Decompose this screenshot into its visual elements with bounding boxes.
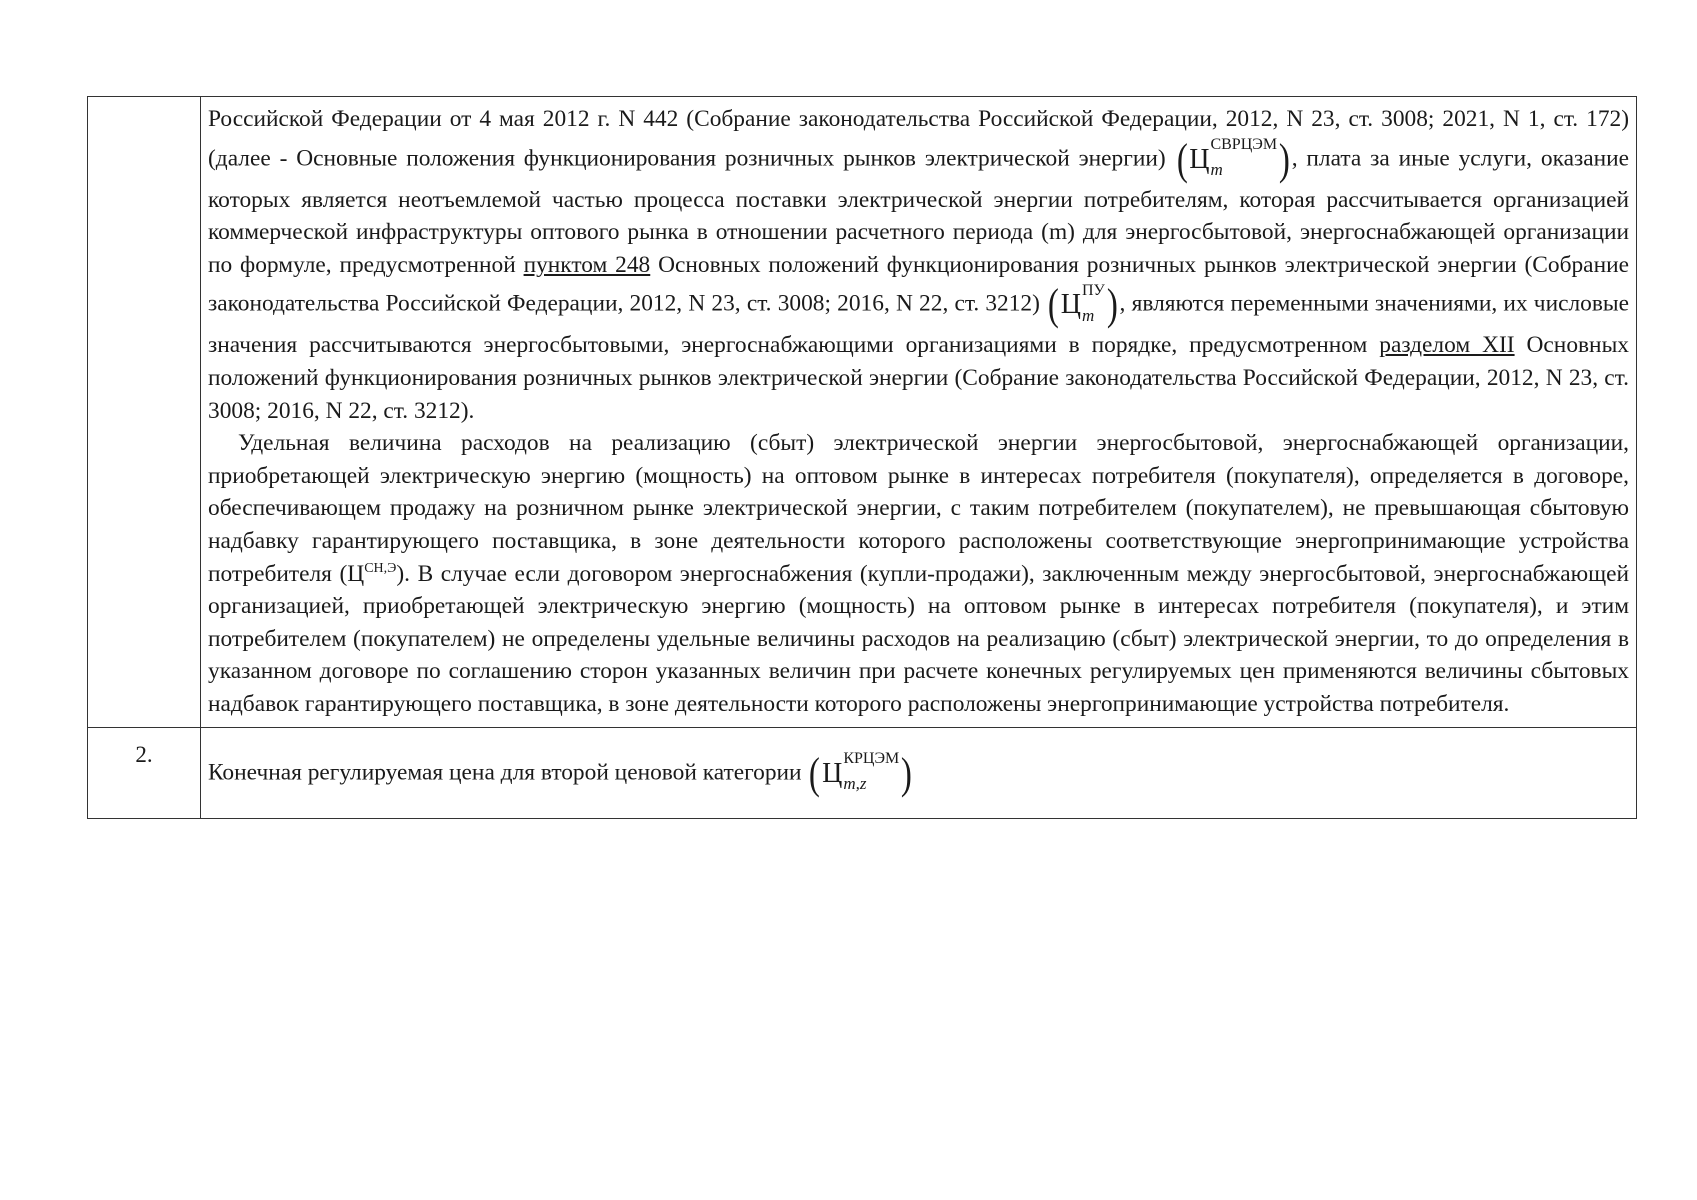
row-content-cell [201, 727, 1637, 818]
table-row [88, 727, 1637, 818]
formula-base: Ц [822, 757, 843, 789]
text-segment: , являются переменными значениями, их числовые значения рассчитываются энергосбытовыми, энергоснабжающими организациями в порядке, предусмотренном [208, 290, 1629, 359]
paragraph-2 [208, 427, 1629, 720]
text-segment: Основных положений функционирования розничных рынков электрической энергии (Собрание законодательства Российской Федерации, 2012, N 23, ст. 3008; 2016, N 22, ст. 3212) [208, 251, 1629, 317]
link-punkt-248[interactable]: пунктом 248 [523, 251, 651, 278]
row-2-text [208, 734, 1629, 812]
link-razdel-xii[interactable]: разделом XII [1379, 332, 1515, 359]
formula-svrcem: ( Ц СВРЦЭМ m ) [1176, 134, 1290, 184]
text-segment: Основных положений функционирования розничных рынков электрической энергии (Собрание законодательства Российской Федерации, 2012, N 23, ст. 3008; 2016, N 22, ст. 3212). [208, 332, 1629, 424]
row-content-cell [201, 97, 1637, 728]
formula-subscript: m [1210, 160, 1223, 180]
document-table [87, 96, 1637, 819]
symbol-base: Ц [347, 560, 365, 587]
formula-subscript: m [1082, 305, 1095, 325]
row-number-cell: 2. [88, 727, 201, 818]
formula-superscript: КРЦЭМ [843, 750, 900, 767]
paragraph-1 [208, 103, 1629, 427]
text-segment: ). В случае если договором энергоснабжения (купли-продажи), заключенным между энергосбытовой, энергоснабжающей организацией, приобретающей электрическую энергию (мощность) на оптовом рынке в интересах потребителя (покупателя), и этим потребителем (покупателем) не определены удельные величины расходов на реализацию (сбыт) электрической энергии, то до определения в указанном договоре по соглашению сторон указанных величин при расчете конечных регулируемых цен применяются величины сбытовых надбавок гарантирующего поставщика, в зоне деятельности которого расположены энергопринимающие устройства потребителя. [208, 560, 1629, 717]
text-segment: Конечная регулируемая цена для второй ценовой категории [208, 758, 802, 785]
text-segment: Удельная величина расходов на реализацию (сбыт) электрической энергии энергосбытовой, энергоснабжающей организации, приобретающей электрическую энергию (мощность) на оптовом рынке в интересах потребителя (покупателя), определяется в договоре, обеспечивающем продажу на розничном рынке электрической энергии, с таким потребителем (покупателем), не превышающая сбытовую надбавку гарантирующего поставщика, в зоне деятельности которого расположены соответствующие энергопринимающие устройства потребителя ( [208, 430, 1629, 587]
table-row [88, 97, 1637, 728]
formula-base: Ц [1189, 143, 1210, 175]
formula-subscript: m,z [843, 774, 867, 793]
formula-pu: ( Ц ПУ m ) [1047, 280, 1118, 330]
text-segment: Российской Федерации от 4 мая 2012 г. N 442 (Собрание законодательства Российской Федерации, 2012, N 23, ст. 3008; 2021, N 1, ст. 172) (далее - Основные положения функционирования розничных рынков электрической энергии) [208, 106, 1629, 171]
formula-superscript: ПУ [1082, 281, 1105, 299]
formula-base: Ц [1060, 289, 1081, 321]
text-segment: , плата за иные услуги, оказание которых является неотъемлемой частью процесса поставки электрической энергии потребителям, которая рассчитывается организацией коммерческой инфраструктуры оптового рынка в отношении расчетного периода (m) для энергосбытовой, энергоснабжающей организации по формуле, предусмотренной [208, 144, 1629, 278]
formula-superscript: СВРЦЭМ [1210, 136, 1278, 154]
formula-krcem: ( Ц КРЦЭМ m,z ) [809, 748, 913, 798]
symbol-superscript: СН,Э [364, 560, 397, 576]
row-number-cell [88, 97, 201, 728]
